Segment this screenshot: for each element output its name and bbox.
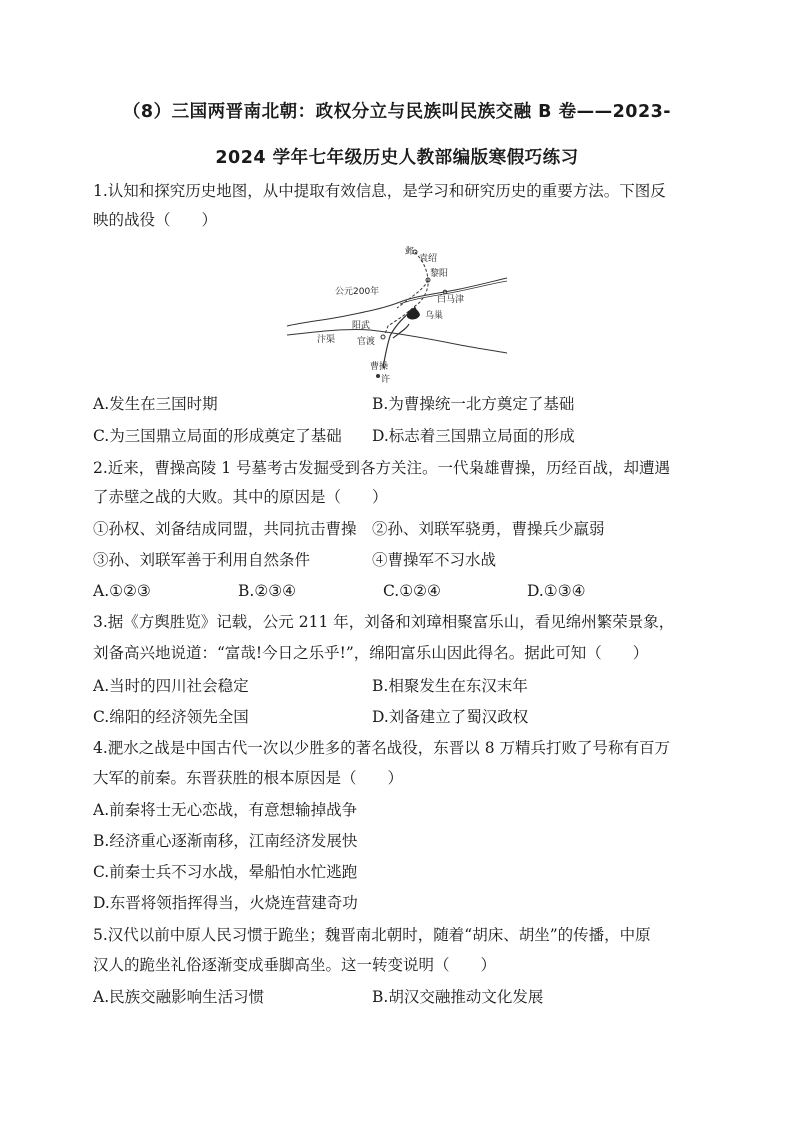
map-label-ye: 邺 — [405, 247, 415, 257]
q2-stem-line-2: 了赤壁之战的大败。其中的原因是（ ） — [93, 488, 388, 506]
q2-option-b: B.②③④ — [238, 582, 297, 600]
q4-option-d: D.东晋将领指挥得当，火烧连营建奇功 — [93, 894, 358, 912]
q3-option-b: B.相聚发生在东汉末年 — [372, 677, 528, 695]
q3-option-c: C.绵阳的经济领先全国 — [93, 708, 249, 726]
map-label-caocao: 曹操 — [370, 362, 389, 372]
q1-stem-line-2: 映的战役（ ） — [93, 211, 218, 229]
map-label-year: 公元200年 — [335, 287, 380, 297]
q2-option-d: D.①③④ — [527, 582, 586, 600]
wuchao-fire-icon — [407, 306, 420, 319]
q1-option-b: B.为曹操统一北方奠定了基础 — [372, 395, 575, 413]
yuan-shao-route-branch — [397, 280, 428, 308]
q2-option-c: C.①②④ — [383, 582, 441, 600]
q1-stem-line-1: 1.认知和探究历史地图，从中提取有效信息，是学习和研究历史的重要方法。下图反 — [93, 182, 666, 200]
map-label-yuanshao: 袁绍 — [419, 254, 438, 264]
q3-stem-line-2: 刘备高兴地说道：“富哉!今日之乐乎!”，绵阳富乐山因此得名。据此可知（ ） — [93, 644, 649, 662]
q5-option-b: B.胡汉交融推动文化发展 — [372, 988, 544, 1006]
yellow-river — [287, 278, 507, 326]
q3-option-a: A.当时的四川社会稳定 — [93, 677, 249, 695]
map-label-xuqu: 汴渠 — [317, 335, 336, 345]
q4-option-a: A.前秦将士无心恋战，有意想输掉战争 — [93, 801, 358, 819]
map-label-wuchao: 乌巢 — [425, 311, 444, 321]
q3-option-d: D.刘备建立了蜀汉政权 — [372, 708, 529, 726]
q5-stem-line-1: 5.汉代以前中原人民习惯于跪坐；魏晋南北朝时，随着“胡床、胡坐”的传播，中原 — [93, 926, 651, 944]
q5-stem-line-2: 汉人的跪坐礼俗逐渐变成垂脚高坐。这一转变说明（ ） — [93, 956, 497, 974]
yuan-shao-route — [385, 252, 428, 334]
cao-cao-raid — [393, 324, 409, 338]
map-label-yangwu: 阳武 — [352, 321, 371, 331]
q4-stem-line-2: 大军的前秦。东晋获胜的根本原因是（ ） — [93, 769, 404, 787]
battle-of-guandu-map — [285, 238, 510, 388]
q4-stem-line-1: 4.淝水之战是中国古代一次以少胜多的著名战役，东晋以 8 万精兵打败了号称有百万 — [93, 739, 671, 757]
title-line-1: （8）三国两晋南北朝：政权分立与民族叫民族交融 B 卷——2023- — [122, 102, 672, 122]
q4-option-b: B.经济重心逐渐南移，江南经济发展快 — [93, 832, 358, 850]
q4-option-c: C.前秦士兵不习水战，晕船怕水忙逃跑 — [93, 863, 358, 881]
q5-option-a: A.民族交融影响生活习惯 — [93, 988, 265, 1006]
guandu-marker — [381, 335, 385, 339]
q2-option-a: A.①②③ — [93, 582, 151, 600]
map-label-liyang: 黎阳 — [430, 269, 449, 279]
q1-option-c: C.为三国鼎立局面的形成奠定了基础 — [93, 427, 342, 445]
q1-option-a: A.发生在三国时期 — [93, 395, 218, 413]
q1-option-d: D.标志着三国鼎立局面的形成 — [372, 427, 575, 445]
xu-marker — [376, 374, 380, 378]
q2-statements-line-2: ③孙、刘联军善于利用自然条件 ④曹操军不习水战 — [93, 551, 497, 569]
title-line-2: 2024 学年七年级历史人教部编版寒假巧练习 — [215, 148, 579, 168]
q2-stem-line-1: 2.近来，曹操高陵 1 号墓考古发掘受到各方关注。一代枭雄曹操，历经百战，却遭遇 — [93, 459, 671, 477]
q3-stem-line-1: 3.据《方舆胜览》记载，公元 211 年，刘备和刘璋相聚富乐山，看见绵州繁荣景象， — [93, 613, 675, 631]
map-label-baimajin: 白马津 — [437, 295, 465, 305]
map-label-xu: 许 — [381, 375, 391, 385]
map-label-guandu: 官渡 — [357, 337, 376, 347]
q2-statements-line-1: ①孙权、刘备结成同盟，共同抗击曹操 ②孙、刘联军骁勇，曹操兵少羸弱 — [93, 520, 605, 538]
